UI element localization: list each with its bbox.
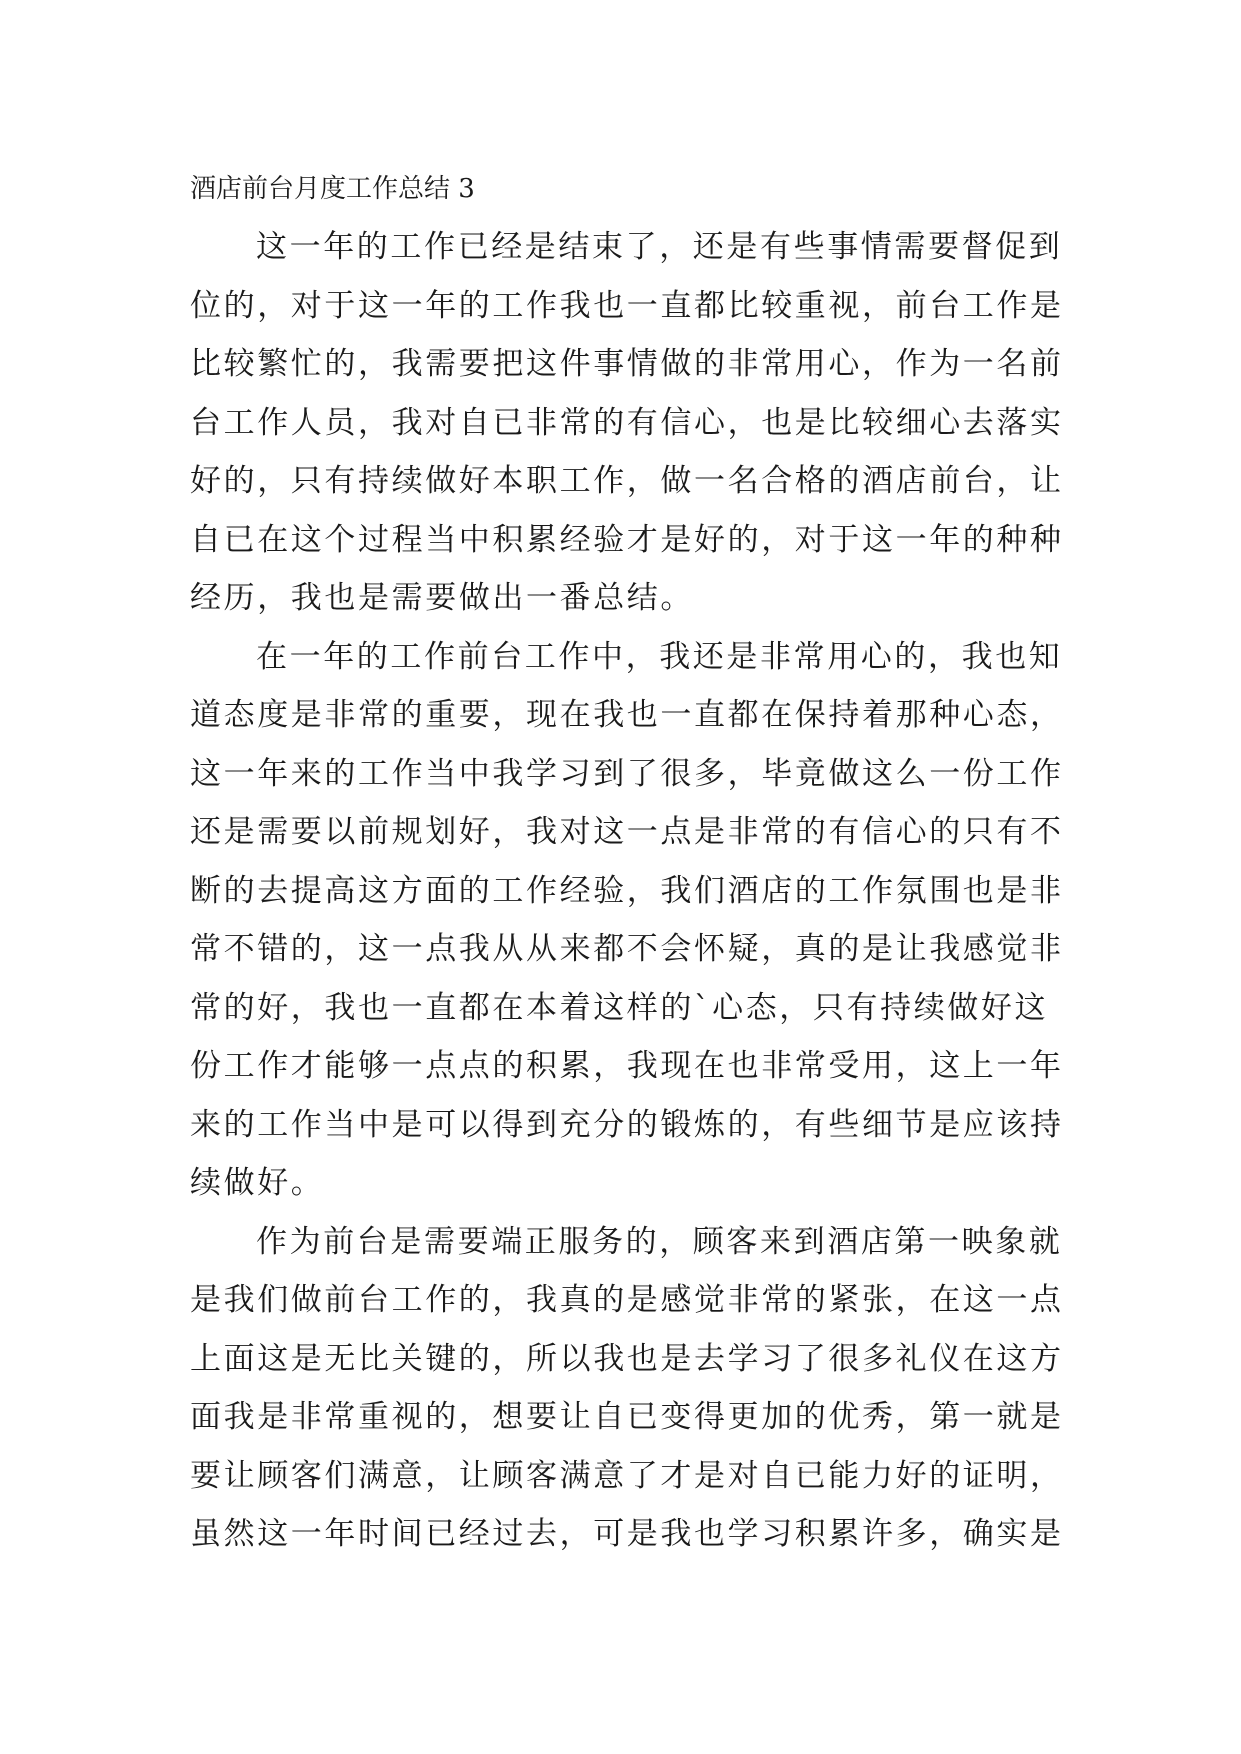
- paragraph-line: 续做好。: [190, 1165, 325, 1201]
- paragraph-line: 断的去提高这方面的工作经验，我们酒店的工作氛围也是非: [190, 872, 1064, 909]
- paragraph-3: [190, 1213, 1064, 1564]
- paragraph-2: [190, 628, 1064, 1213]
- paragraph-line: 这一年的工作已经是结束了，还是有些事情需要督促到: [256, 229, 1063, 265]
- paragraph-line: 常不错的，这一点我从从来都不会怀疑，真的是让我感觉非: [190, 931, 1064, 967]
- paragraph-line: 自已在这个过程当中积累经验才是好的，对于这一年的种种: [190, 521, 1064, 558]
- paragraph-line: 来的工作当中是可以得到充分的锻炼的，有些细节是应该持: [190, 1106, 1064, 1143]
- document-title: 酒店前台月度工作总结 3: [190, 174, 475, 204]
- paragraph-1: [190, 218, 1064, 628]
- paragraph-line: 台工作人员，我对自已非常的有信心，也是比较细心去落实: [190, 404, 1064, 441]
- paragraph-line: 常的好，我也一直都在本着这样的`心态，只有持续做好这: [190, 989, 1049, 1026]
- paragraph-line: 面我是非常重视的，想要让自已变得更加的优秀，第一就是: [190, 1399, 1064, 1435]
- paragraph-line: 虽然这一年时间已经过去，可是我也学习积累许多，确实是: [190, 1516, 1064, 1552]
- paragraph-line: 要让顾客们满意，让顾客满意了才是对自已能力好的证明，: [190, 1457, 1064, 1494]
- paragraph-line: 比较繁忙的，我需要把这件事情做的非常用心，作为一名前: [190, 346, 1064, 382]
- paragraph-line: 份工作才能够一点点的积累，我现在也非常受用，这上一年: [190, 1048, 1064, 1084]
- paragraph-line: 道态度是非常的重要，现在我也一直都在保持着那种心态，: [190, 697, 1064, 733]
- paragraph-line: 经历，我也是需要做出一番总结。: [190, 580, 694, 616]
- paragraph-line: 上面这是无比关键的，所以我也是去学习了很多礼仪在这方: [190, 1340, 1064, 1377]
- paragraph-line: 作为前台是需要端正服务的，顾客来到酒店第一映象就: [256, 1223, 1063, 1260]
- paragraph-line: 还是需要以前规划好，我对这一点是非常的有信心的只有不: [190, 814, 1064, 850]
- paragraph-line: 这一年来的工作当中我学习到了很多，毕竟做这么一份工作: [190, 755, 1064, 792]
- paragraph-line: 在一年的工作前台工作中，我还是非常用心的，我也知: [256, 638, 1063, 675]
- paragraph-line: 是我们做前台工作的，我真的是感觉非常的紧张，在这一点: [190, 1282, 1064, 1318]
- paragraph-line: 位的，对于这一年的工作我也一直都比较重视，前台工作是: [190, 287, 1064, 324]
- paragraph-line: 好的，只有持续做好本职工作，做一名合格的酒店前台，让: [190, 463, 1064, 499]
- document-page: [190, 160, 1064, 1564]
